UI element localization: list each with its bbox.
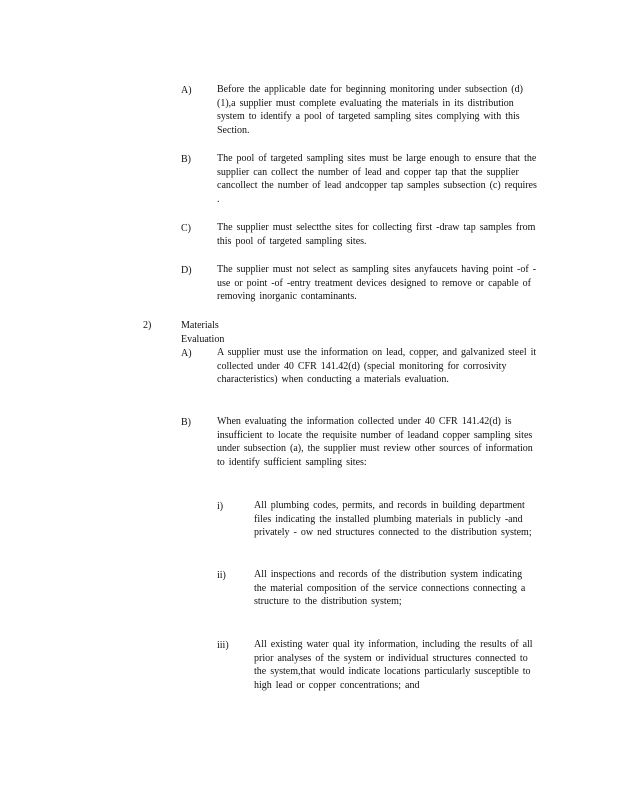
paragraph-text: The supplier must not select as sampling sites anyfaucets having point -of -use or point -of -entry treatment devices designed to remove or capable of removing inorganic contaminants. [217, 264, 537, 303]
list-marker: A) [181, 85, 192, 96]
paragraph-text: All plumbing codes, permits, and records in building department files indicating the installed plumbing materials in publicly -and privately - ow ned structures connected to the distribution system; [254, 500, 532, 539]
paragraph-text: A supplier must use the information on lead, copper, and galvanized steel it collected under 40 CFR 141.42(d) (special monitoring for corrosivity characteristics) when conducting a materials evaluation. [217, 347, 537, 386]
paragraph-text: Before the applicable date for beginning monitoring under subsection (d)(1),a supplier must complete evaluating the materials in its distribution system to identify a pool of targeted sampling sites complying with this Section. [217, 84, 523, 136]
paragraph-text: The supplier must selectthe sites for collecting first -draw tap samples from this pool of targeted sampling sites. [217, 222, 536, 247]
list-marker: C) [181, 223, 191, 234]
list-marker: D) [181, 265, 192, 276]
paragraph-text: All inspections and records of the distribution system indicating the material composition of the service connections connecting a structure to the distribution system; [254, 569, 526, 608]
sub-list-marker: iii) [217, 640, 229, 651]
list-marker: B) [181, 154, 191, 165]
paragraph-text: When evaluating the information collected under 40 CFR 141.42(d) is insufficient to locate the requisite number of leadand copper sampling sites under subsection (a), the supplier must review other sources of information to identify sufficient sampling sites: [217, 416, 533, 468]
list-marker: A) [181, 348, 192, 359]
section-heading: Materials Evaluation [181, 320, 225, 345]
sub-list-marker: ii) [217, 570, 226, 581]
section-marker: 2) [143, 320, 152, 331]
paragraph-text: The pool of targeted sampling sites must be large enough to ensure that the supplier can collect the number of lead and copper tap that the supplier cancollect the number of lead andcopper tap samples subsection (c) requires . [217, 153, 537, 205]
list-marker: B) [181, 417, 191, 428]
sub-list-marker: i) [217, 501, 224, 512]
paragraph-text: All existing water qual ity information, including the results of all prior analyses of the system or individual structures connected to the system,that would indicate locations particularly susceptible to high lead or copper concentrations; and [254, 639, 533, 691]
